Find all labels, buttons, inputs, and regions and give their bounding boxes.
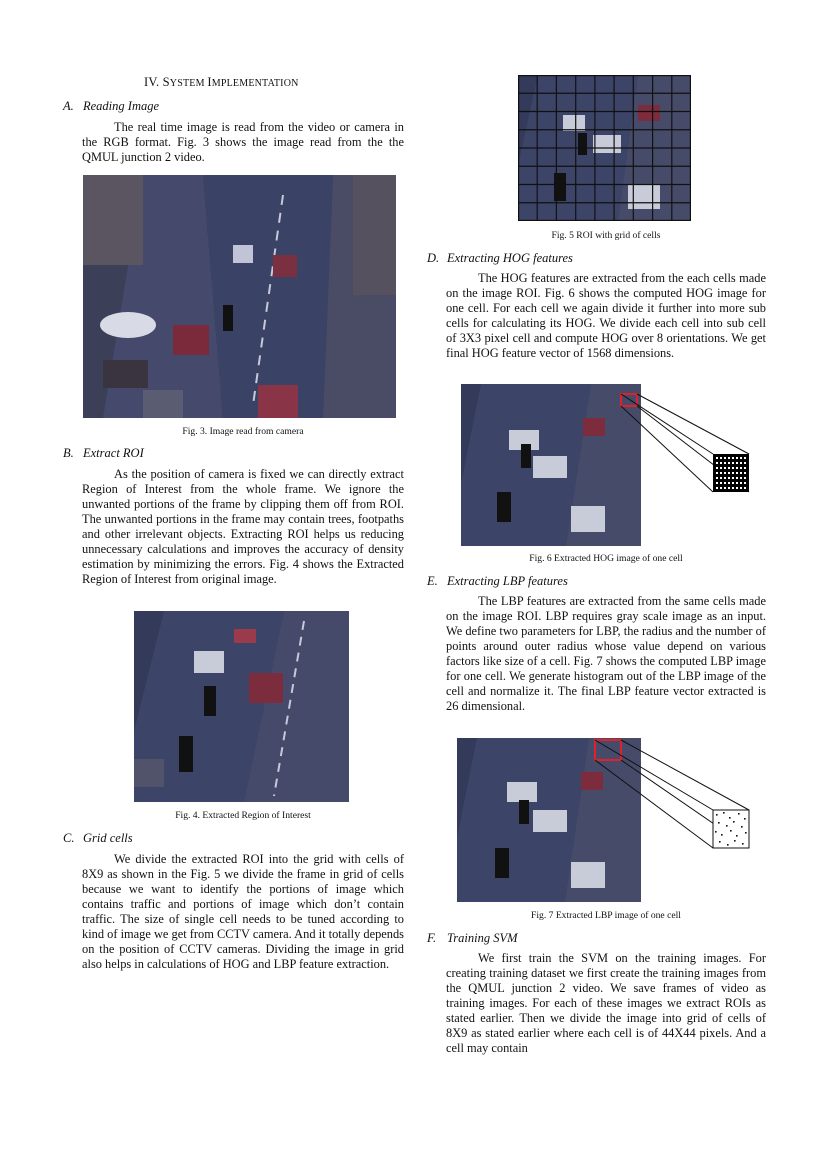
subsection-title: Reading Image (83, 99, 160, 113)
paragraph-reading-image: The real time image is read from the video or camera in the RGB format. Fig. 3 shows the image read from the the QMUL junction 2 video. (82, 120, 404, 164)
fig4-caption: Fig. 4. Extracted Region of Interest (175, 810, 311, 821)
hog-figure (461, 384, 761, 546)
subsection-d-heading (427, 251, 573, 266)
hog-cell-patch (713, 454, 749, 492)
fig3-image (83, 175, 396, 418)
subsection-b-heading (63, 446, 144, 461)
fig5-image (518, 75, 691, 221)
roi-image (134, 611, 349, 802)
paragraph-hog: The HOG features are extracted from the each cells made on the image ROI. Fig. 6 shows the computed HOG image for one cell. For each cell we again divide it further into more sub cells for calculating its HOG. We divide each cell into sub cell of 3X3 pixel cell and compute HOG over 8 orientations. We get final HOG feature vector of 1568 dimensions. (446, 271, 766, 360)
paragraph-training-svm: We first train the SVM on the training images. For creating training dataset we first create the training images from the QMUL junction 2 video. We save frames of video as training images. For each of these images we extract ROIs as stated earlier. Then we divide the image into grid of cells of 8X9 as stated earlier where each cell is of 44X44 pixels. And a cell may contain (446, 951, 766, 1055)
fig6-caption: Fig. 6 Extracted HOG image of one cell (529, 553, 683, 564)
section-title-ystem: YSTEM (169, 78, 208, 89)
subsection-label: E. (427, 574, 438, 588)
fig7-figure (457, 738, 757, 902)
street-scene-image (83, 175, 396, 418)
subsection-a-heading (63, 99, 159, 114)
subsection-title: Training SVM (447, 931, 518, 945)
subsection-title: Extracting HOG features (447, 251, 573, 265)
subsection-label: F. (427, 931, 437, 945)
lbp-cell-patch (713, 810, 749, 848)
subsection-label: D. (427, 251, 440, 265)
section-title-mplementation: MPLEMENTATION (211, 78, 299, 89)
section-title-s: S (162, 75, 170, 89)
paragraph-grid-cells: We divide the extracted ROI into the grid with cells of 8X9 as shown in the Fig. 5 we divide the frame in grid of cells because we want to identify the portions of image which contains traffic and portions of image which don’t contain traffic. The size of single cell needs to be tuned according to kind of image we get from CCTV camera. And it totally depends on the position of CCTV cameras. Dividing the image in grid also helps in calculations of HOG and LBP feature extraction. (82, 852, 404, 971)
section-title-i: I (207, 75, 212, 89)
subsection-label: A. (63, 99, 74, 113)
fig7-caption: Fig. 7 Extracted LBP image of one cell (531, 910, 681, 921)
fig6-figure (461, 384, 761, 546)
subsection-label: C. (63, 831, 75, 845)
grid-image (518, 75, 691, 221)
subsection-e-heading (427, 574, 568, 589)
subsection-title: Extracting LBP features (447, 574, 568, 588)
fig4-image (134, 611, 349, 802)
subsection-title: Grid cells (83, 831, 133, 845)
subsection-label: B. (63, 446, 74, 460)
fig5-caption: Fig. 5 ROI with grid of cells (551, 230, 661, 241)
section-title (144, 75, 299, 90)
fig3-caption: Fig. 3. Image read from camera (182, 426, 304, 437)
paragraph-extract-roi: As the position of camera is fixed we can directly extract Region of Interest from the whole frame. We ignore the unwanted portions of the frame by clipping them off from ROI. The unwanted portions in the frame may contain trees, footpaths and other irrelevant objects. Extracting ROI helps us reducing unnecessary calculations and improves the accuracy of density estimation by minimizing the errors. Fig. 4 shows the Extracted Region of Interest from original image. (82, 467, 404, 586)
lbp-figure (457, 738, 757, 902)
section-numeral: IV. (144, 75, 160, 89)
subsection-c-heading (63, 831, 133, 846)
subsection-f-heading (427, 931, 518, 946)
subsection-title: Extract ROI (83, 446, 144, 460)
paragraph-lbp: The LBP features are extracted from the same cells made on the image ROI. LBP requires gray scale image as an input. We define two parameters for LBP, the radius and the number of points around outer radius whose value depend on various factors like size of a cell. Fig. 7 shows the computed LBP image for one cell. We generate histogram out of the LBP image of the cell and normalize it. The final LBP feature vector extracted is 26 dimensional. (446, 594, 766, 713)
